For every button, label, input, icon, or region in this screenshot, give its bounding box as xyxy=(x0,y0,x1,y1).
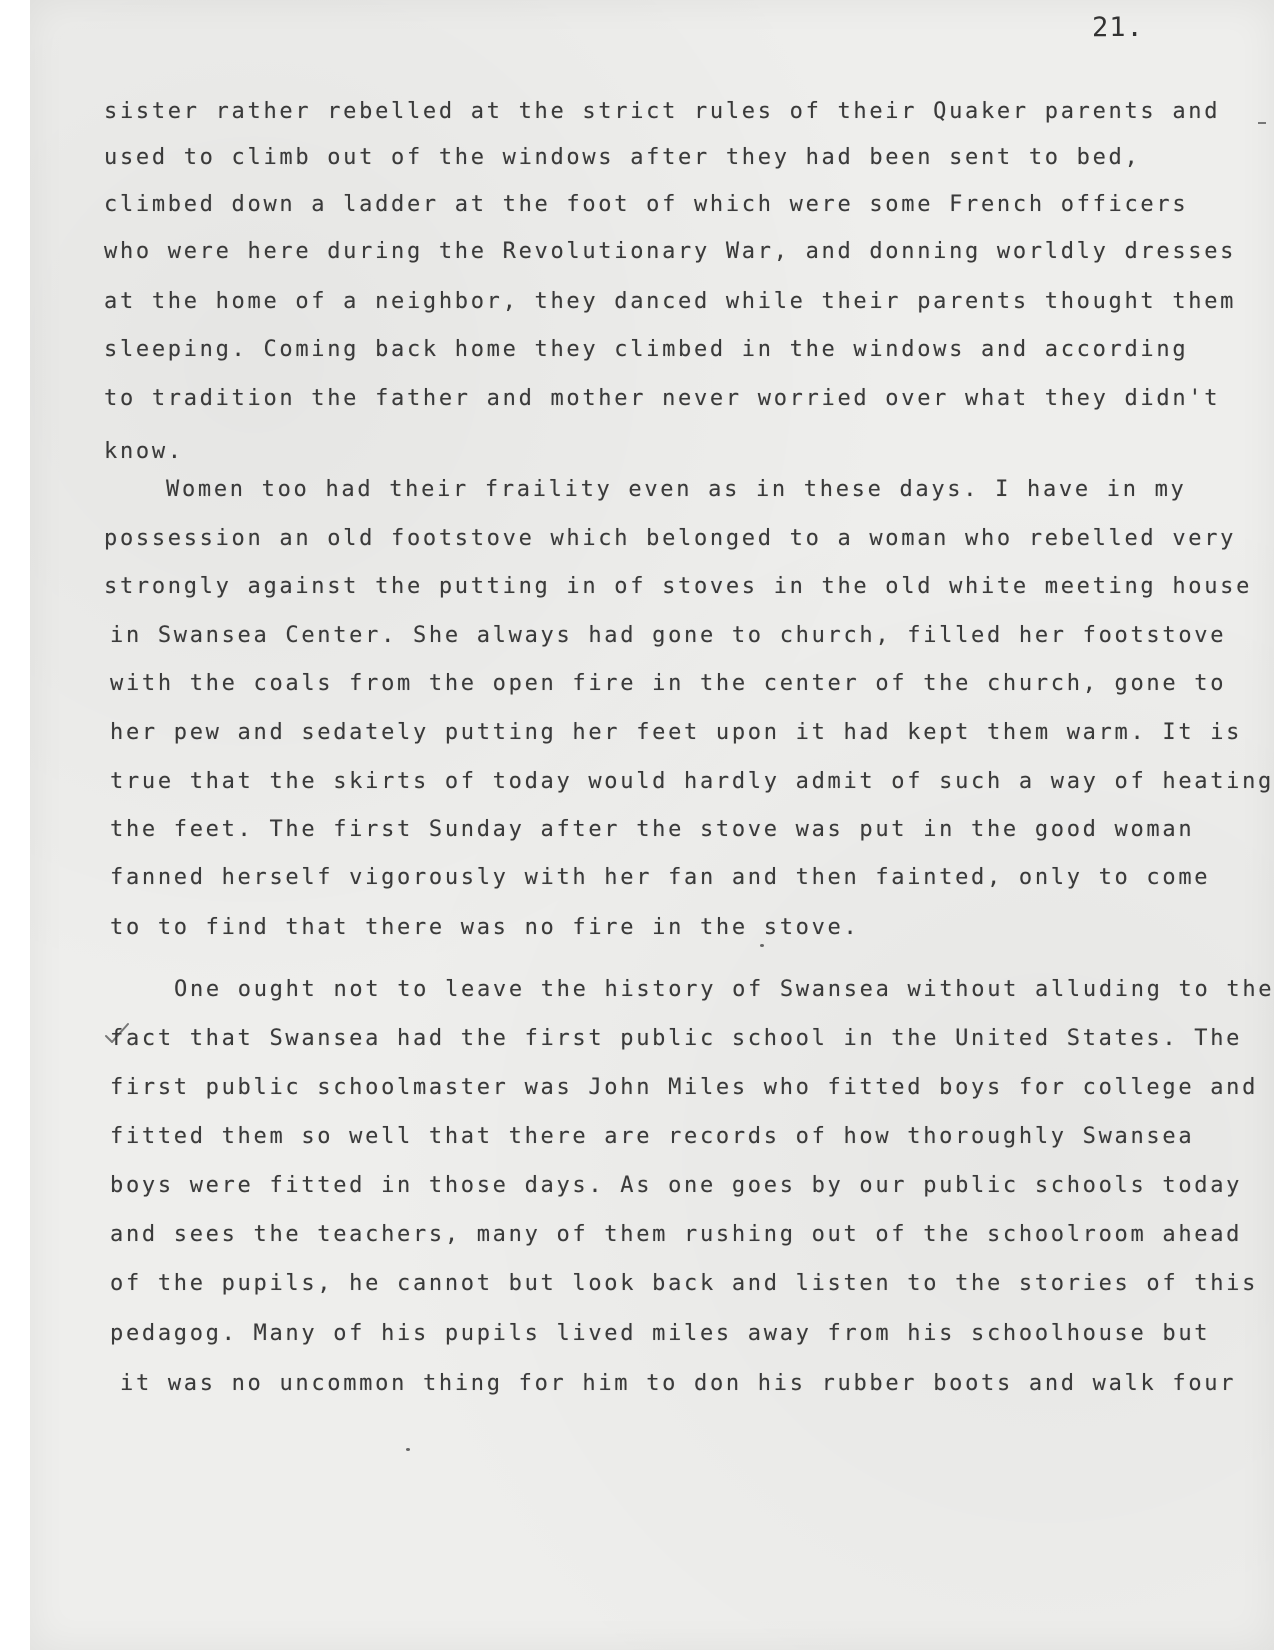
text-line: to tradition the father and mother never worried over what they didn't xyxy=(104,386,1221,411)
text-line: to to find that there was no fire in the stove. xyxy=(110,915,860,940)
text-line: Women too had their fraility even as in these days. I have in my xyxy=(166,477,1187,502)
document-page xyxy=(30,0,1274,1650)
text-line: at the home of a neighbor, they danced while their parents thought them xyxy=(104,289,1237,314)
text-line: sister rather rebelled at the strict rules of their Quaker parents and xyxy=(104,99,1221,124)
text-line: her pew and sedately putting her feet upon it had kept them warm. It is xyxy=(110,720,1243,745)
text-line: fact that Swansea had the first public school in the United States. The xyxy=(110,1026,1243,1051)
text-line: pedagog. Many of his pupils lived miles away from his schoolhouse but xyxy=(110,1321,1211,1346)
text-line: in Swansea Center. She always had gone to church, filled her footstove xyxy=(110,623,1227,648)
text-line: with the coals from the open fire in the center of the church, gone to xyxy=(110,671,1227,696)
text-line: who were here during the Revolutionary War, and donning worldly dresses xyxy=(104,239,1237,264)
text-line: it was no uncommon thing for him to don his rubber boots and walk four xyxy=(120,1371,1237,1396)
text-line: fitted them so well that there are records of how thoroughly Swansea xyxy=(110,1124,1195,1149)
text-line: strongly against the putting in of stoves in the old white meeting house xyxy=(104,574,1253,599)
ink-speck xyxy=(760,944,764,947)
text-line: boys were fitted in those days. As one goes by our public schools today xyxy=(110,1173,1243,1198)
text-line: and sees the teachers, many of them rushing out of the schoolroom ahead xyxy=(110,1222,1243,1247)
page-number: 21. xyxy=(1092,12,1144,43)
ink-speck xyxy=(406,1448,410,1451)
text-line: the feet. The first Sunday after the stove was put in the good woman xyxy=(110,817,1195,842)
text-line: first public schoolmaster was John Miles who fitted boys for college and xyxy=(110,1075,1259,1100)
text-line: used to climb out of the windows after they had been sent to bed, xyxy=(104,145,1141,170)
text-line: One ought not to leave the history of Swansea without alluding to the xyxy=(174,977,1274,1002)
text-line: know. xyxy=(104,439,184,464)
text-line: sleeping. Coming back home they climbed in the windows and according xyxy=(104,337,1189,362)
text-line: fanned herself vigorously with her fan and then fainted, only to come xyxy=(110,865,1211,890)
text-line: climbed down a ladder at the foot of which were some French officers xyxy=(104,192,1189,217)
margin-mark xyxy=(1258,122,1266,124)
text-line: possession an old footstove which belonged to a woman who rebelled very xyxy=(104,526,1237,551)
text-line: true that the skirts of today would hardly admit of such a way of heating xyxy=(110,769,1274,794)
text-line: of the pupils, he cannot but look back and listen to the stories of this xyxy=(110,1271,1259,1296)
